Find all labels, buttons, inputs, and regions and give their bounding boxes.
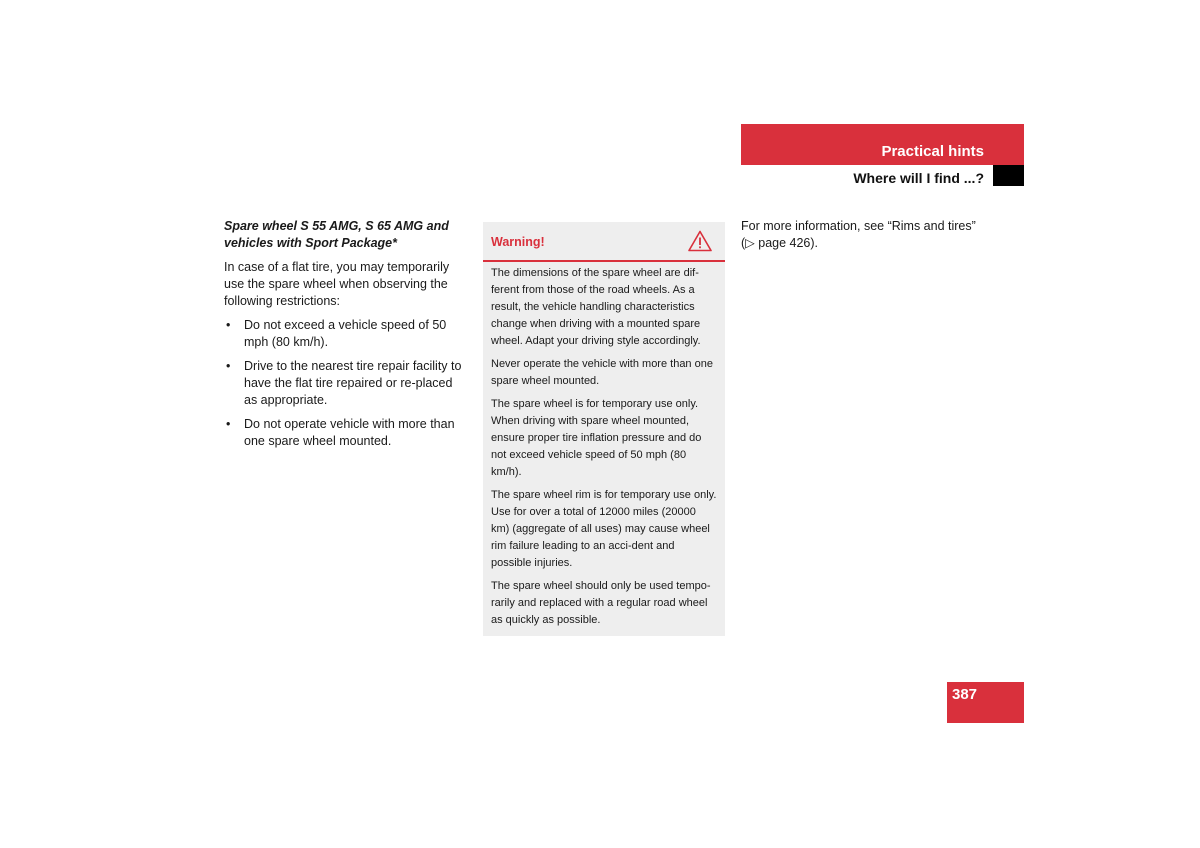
bullet-icon: • <box>226 359 231 373</box>
page-number-box <box>947 682 1024 723</box>
warning-triangle-icon <box>688 230 712 252</box>
list-item <box>224 317 468 351</box>
warning-header <box>483 222 725 262</box>
subsection-marker-block <box>993 165 1024 186</box>
section-title: Practical hints <box>881 143 984 160</box>
intro-paragraph: In case of a flat tire, you may temporarily use the spare wheel when observing the following restrictions: <box>224 260 450 308</box>
cross-reference-text: For more information, see “Rims and tires” (▷ page 426). <box>741 219 976 250</box>
list-item-text: Do not exceed a vehicle speed of 50 mph (80 km/h). <box>244 318 447 349</box>
subsection-row <box>741 165 1024 186</box>
bullet-icon: • <box>226 318 231 332</box>
warning-paragraph: The dimensions of the spare wheel are dif-ferent from those of the road wheels. As a result, the vehicle handling characteristics change when driving with a mounted spare wheel. Adapt your driving style accordingly. <box>491 267 701 347</box>
list-item <box>224 416 468 450</box>
left-column <box>224 218 468 457</box>
warning-box <box>483 222 725 636</box>
warning-label: Warning! <box>491 235 545 249</box>
list-item-text: Drive to the nearest tire repair facility to have the flat tire repaired or re-placed as appropriate. <box>244 359 462 407</box>
page-number: 387 <box>952 686 978 703</box>
list-item <box>224 358 468 409</box>
warning-paragraph: The spare wheel should only be used tempo-rarily and replaced with a regular road wheel as quickly as possible. <box>491 580 711 626</box>
warning-paragraph: The spare wheel is for temporary use only. When driving with spare wheel mounted, ensure proper tire inflation pressure and do not exceed vehicle speed of 50 mph (80 km/h). <box>491 398 702 478</box>
right-column <box>741 218 991 252</box>
warning-paragraph: Never operate the vehicle with more than one spare wheel mounted. <box>491 358 713 387</box>
restrictions-list <box>224 317 468 450</box>
spare-wheel-heading: Spare wheel S 55 AMG, S 65 AMG and vehicles with Sport Package* <box>224 219 449 250</box>
section-tab <box>741 124 1024 165</box>
subsection-title: Where will I find ...? <box>853 170 984 186</box>
list-item-text: Do not operate vehicle with more than one spare wheel mounted. <box>244 417 455 448</box>
bullet-icon: • <box>226 417 231 431</box>
warning-paragraph: The spare wheel rim is for temporary use only. Use for over a total of 12000 miles (20000 km) (aggregate of all uses) may cause wheel rim failure leading to an acci-dent and possible injuries. <box>491 489 717 569</box>
warning-body <box>483 262 725 629</box>
